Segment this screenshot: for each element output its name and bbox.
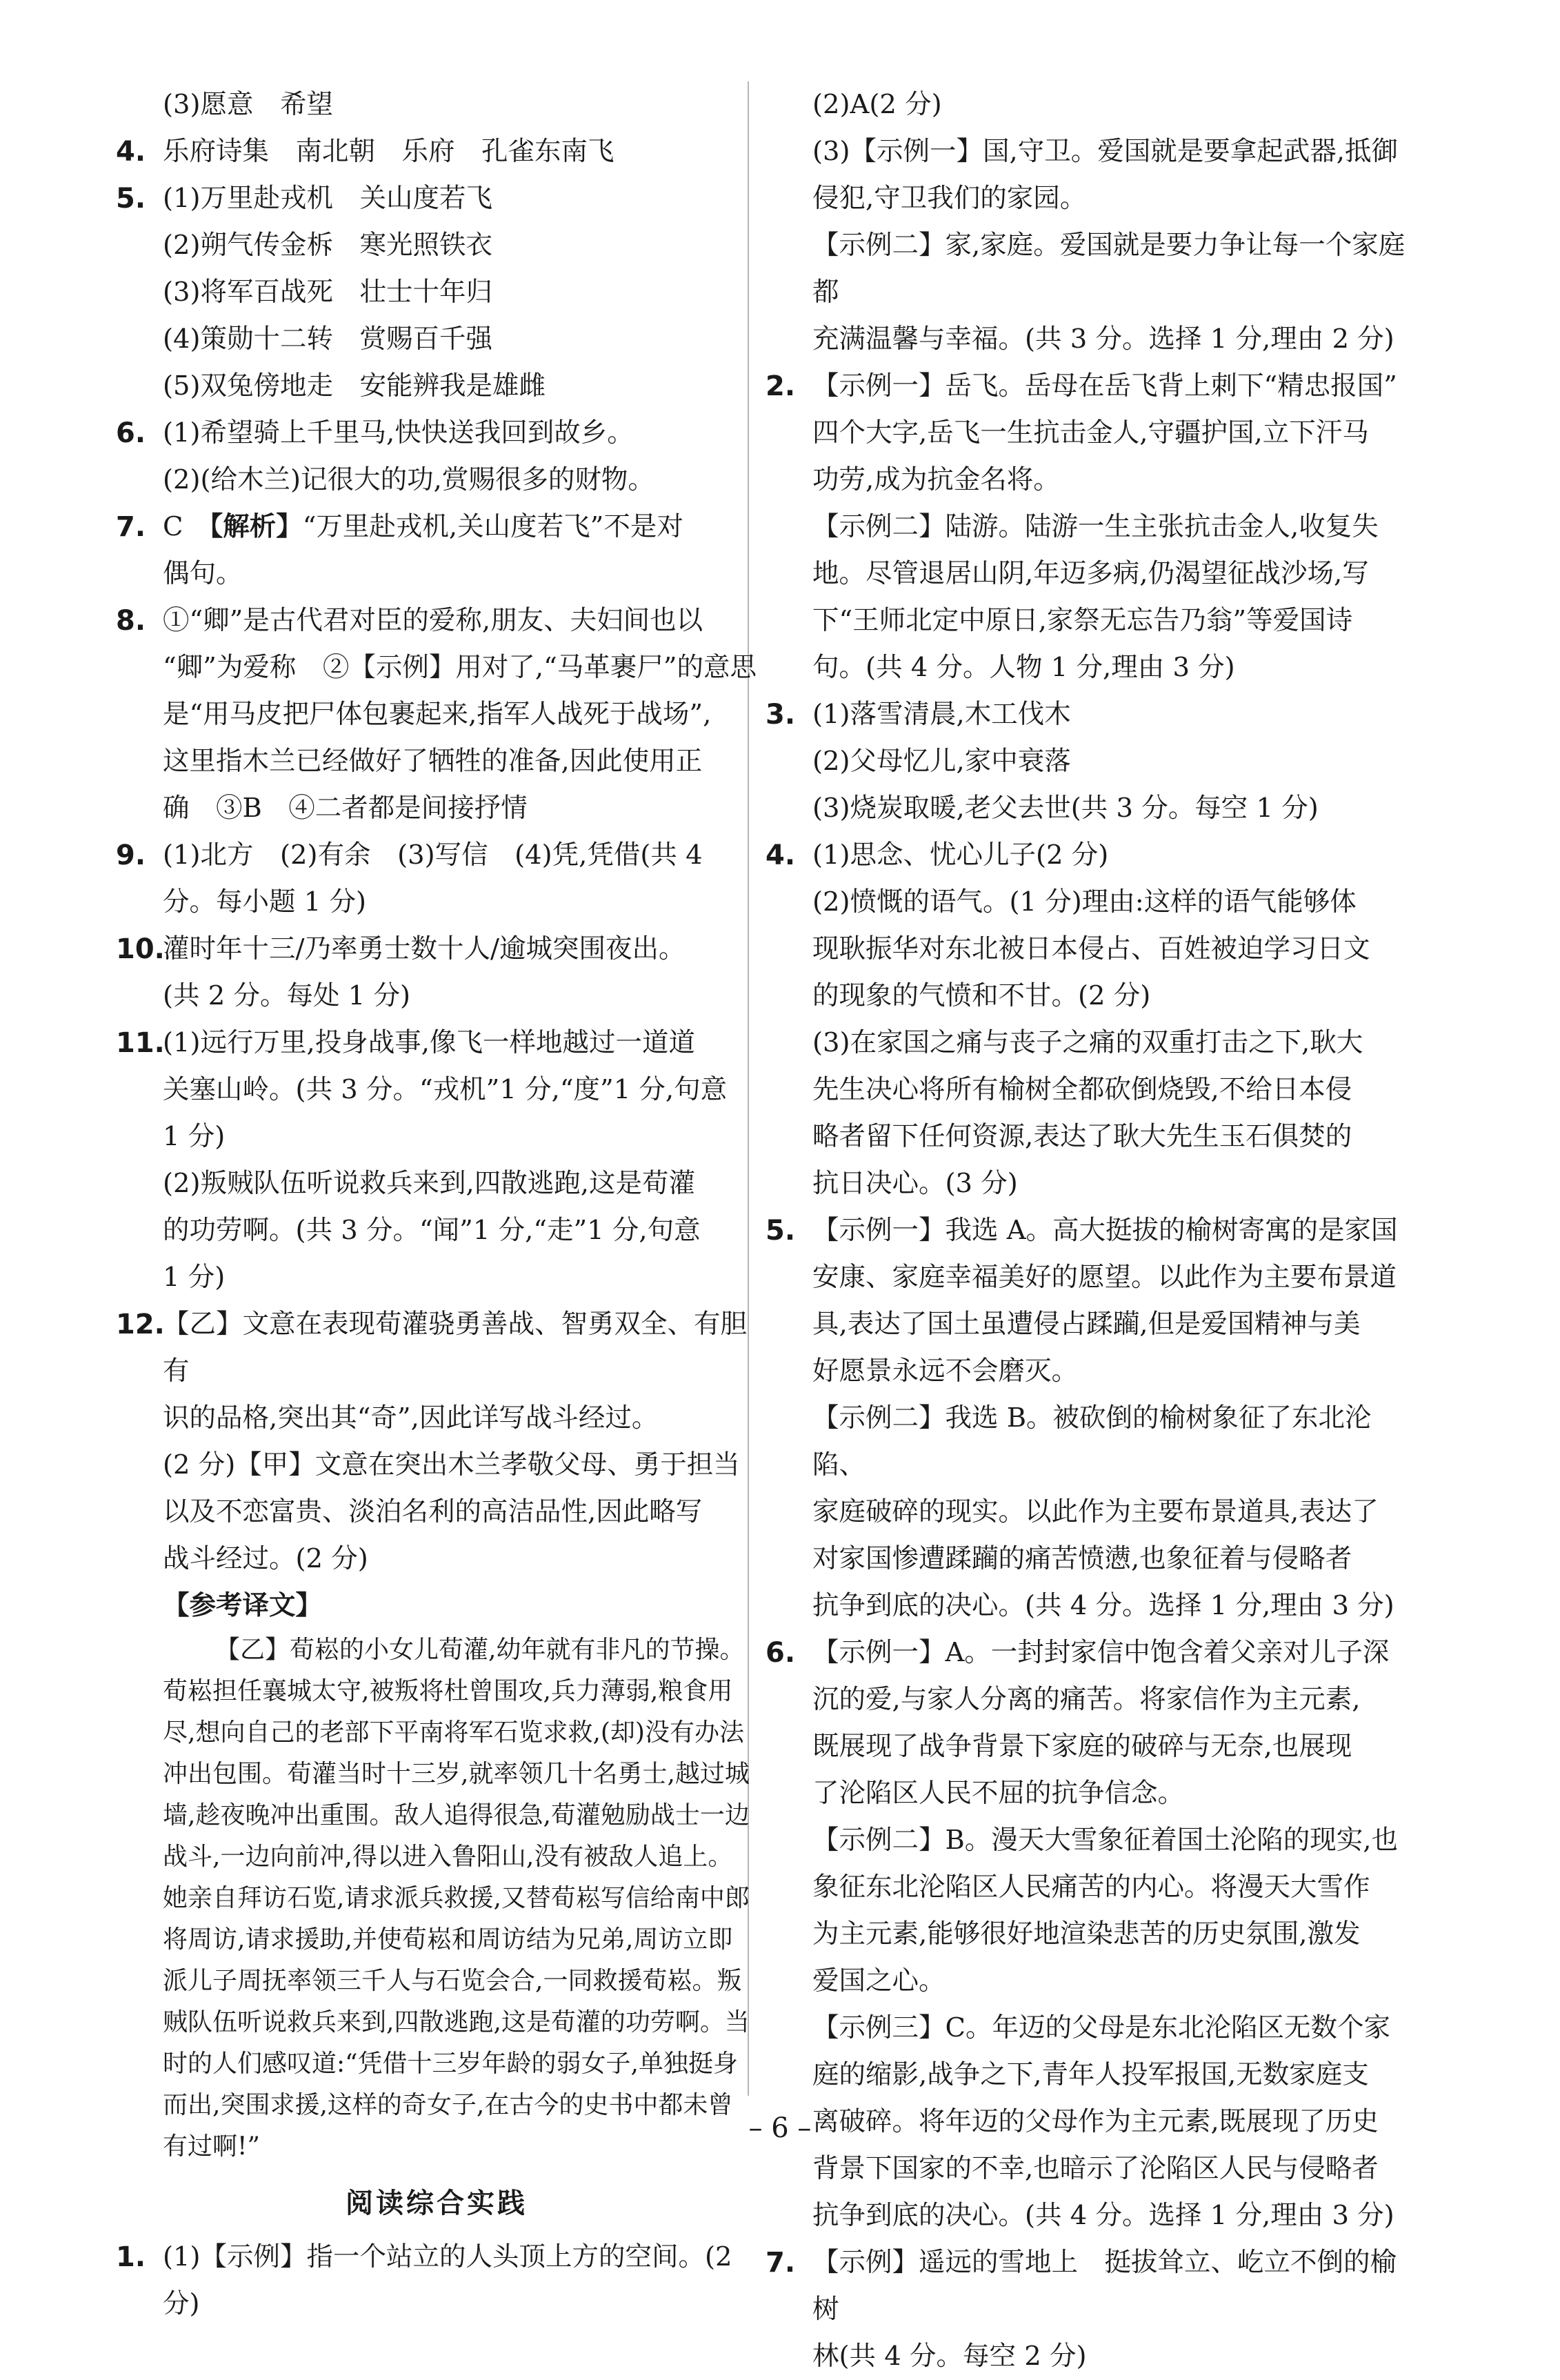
answer-line: 抗日决心。(3 分) <box>812 1168 1018 1199</box>
question-5: 5. (1)万里赴戎机 关山度若飞 (2)朔气传金柝 寒光照铁衣 (3)将军百战死 壮士十年归 (4)策勋十二转 赏赐百千强 (5)双兔傍地走 安能辨我是雄雌 <box>116 175 757 410</box>
answer-line: 识的品格,突出其“奇”,因此详写战斗经过。 <box>163 1402 659 1434</box>
answer-line: 确 ③B ④二者都是间接抒情 <box>163 793 528 824</box>
answer-line: 关塞山岭。(共 3 分。“戎机”1 分,“度”1 分,句意 <box>163 1074 728 1105</box>
question-9: 9. (1)北方 (2)有余 (3)写信 (4)凭,凭借(共 4 分。每小题 1 分) <box>116 832 757 926</box>
answer-line: (1)落雪清晨,木工伐木 <box>812 699 1071 730</box>
answer-line: (2 分)【甲】文意在突出木兰孝敬父母、勇于担当 <box>163 1449 740 1480</box>
q3-answer-tail: (3)愿意 希望 <box>163 89 334 120</box>
answer-line: 既展现了战争背景下家庭的破碎与无奈,也展现 <box>812 1731 1352 1762</box>
answer-line: 偶句。 <box>163 558 243 589</box>
answer-line: 沉的爱,与家人分离的痛苦。将家信作为主元素, <box>812 1684 1361 1715</box>
answer-line: “卿”为爱称 ②【示例】用对了,“马革裹尸”的意思 <box>163 652 757 683</box>
answer-line: (3)在家国之痛与丧子之痛的双重打击之下,耿大 <box>812 1027 1363 1058</box>
answer-line: 离破碎。将年迈的父母作为主元素,既展现了历史 <box>812 2106 1379 2137</box>
analysis-tag: 【解析】 <box>209 511 303 542</box>
page-number: – 6 – <box>748 2112 812 2144</box>
answer-line: 对家国惨遭蹂躏的痛苦愤懑,也象征着与侵略者 <box>812 1543 1352 1574</box>
answer-line: ①“卿”是古代君对臣的爱称,朋友、夫妇间也以 <box>163 605 703 636</box>
answer-line: 具,表达了国土虽遭侵占蹂躏,但是爱国精神与美 <box>812 1309 1361 1340</box>
reading-question-3: 3. (1)落雪清晨,木工伐木 (2)父母忆儿,家中衰落 (3)烧炭取暖,老父去世(共 3 分。每空 1 分) <box>766 691 1407 832</box>
translation-heading: 【参考译文】 <box>163 1590 323 1621</box>
answer-line: (1)万里赴戎机 关山度若飞 <box>163 183 493 214</box>
answer-line: (1)北方 (2)有余 (3)写信 (4)凭,凭借(共 4 <box>163 840 703 871</box>
question-4: 4. 乐府诗集 南北朝 乐府 孔雀东南飞 <box>116 136 614 168</box>
answer-line: 爱国之心。 <box>812 1965 946 1996</box>
answer-line: 的现象的气愤和不甘。(2 分) <box>812 980 1151 1011</box>
answer-line: (共 2 分。每处 1 分) <box>163 980 410 1011</box>
answer-line: (1)远行万里,投身战事,像飞一样地越过一道道 <box>163 1027 696 1058</box>
answer-line: (3)烧炭取暖,老父去世(共 3 分。每空 1 分) <box>812 793 1319 824</box>
reference-translation <box>116 1629 757 2168</box>
answer-line: 【示例二】B。漫天大雪象征着国土沦陷的现实,也 <box>812 1825 1399 1856</box>
answer-line: 四个大字,岳飞一生抗击金人,守疆护国,立下汗马 <box>812 417 1369 448</box>
answer-line: 抗争到底的决心。(共 4 分。选择 1 分,理由 3 分) <box>812 2200 1394 2231</box>
answer-line: 分。每小题 1 分) <box>163 886 366 918</box>
question-7: 7. C 【解析】“万里赴戎机,关山度若飞”不是对 偶句。 <box>116 504 757 597</box>
answer-line: 功劳,成为抗金名将。 <box>812 464 1060 495</box>
reading-question-5: 5. 【示例一】我选 A。高大挺拔的榆树寄寓的是家国 安康、家庭幸福美好的愿望。以此作为主要布景道 具,表达了国土虽遭侵占蹂躏,但是爱国精神与美 好愿景永远不会磨灭。 【示例二】我选 B。被砍倒的榆树象征了东北沦陷、 家庭破碎的现实。以此作为主要布景道具,表达了 对家国惨遭蹂躏的痛苦愤懑,也象征着与侵略者 抗争到底的决心。(共 4 分。选择 1 分,理由 3 分) <box>766 1207 1407 1629</box>
answer-line: 【乙】文意在表现荀灌骁勇善战、智勇双全、有胆有 <box>163 1309 748 1387</box>
answer-line: 这里指木兰已经做好了牺牲的准备,因此使用正 <box>163 746 703 777</box>
answer-line: (3)将军百战死 壮士十年归 <box>163 277 493 308</box>
answer-line: (2)(给木兰)记很大的功,赏赐很多的财物。 <box>163 464 654 495</box>
question-12: 12. 【乙】文意在表现荀灌骁勇善战、智勇双全、有胆有 识的品格,突出其“奇”,因此详写战斗经过。 (2 分)【甲】文意在突出木兰孝敬父母、勇于担当 以及不恋富贵、淡泊名利的高洁品性,因此略写 战斗经过。(2 分) <box>116 1301 757 1583</box>
answer-line: 【示例一】A。一封封家信中饱含着父亲对儿子深 <box>812 1637 1390 1668</box>
question-10: 10. 灌时年十三/乃率勇士数十人/逾城突围夜出。 (共 2 分。每处 1 分) <box>116 926 757 1020</box>
reading-question-7: 7. 【示例】遥远的雪地上 挺拔耸立、屹立不倒的榆树 林(共 4 分。每空 2 分) <box>766 2239 1407 2380</box>
answer-line: 庭的缩影,战争之下,青年人投军报国,无数家庭支 <box>812 2059 1369 2090</box>
reading-question-4: 4. (1)思念、忧心儿子(2 分) (2)愤慨的语气。(1 分)理由:这样的语气能够体 现耿振华对东北被日本侵占、百姓被迫学习日文 的现象的气愤和不甘。(2 分) (3)在家国之痛与丧子之痛的双重打击之下,耿大 先生决心将所有榆树全都砍倒烧毁,不给日本侵 略者留下任何资源,表达了耿大先生玉石俱焚的 抗日决心。(3 分) <box>766 832 1407 1207</box>
answer-line: 林(共 4 分。每空 2 分) <box>812 2341 1087 2372</box>
answer-line: 灌时年十三/乃率勇士数十人/逾城突围夜出。 <box>163 933 686 964</box>
answer-line: 先生决心将所有榆树全都砍倒烧毁,不给日本侵 <box>812 1074 1352 1105</box>
question-6: 6. (1)希望骑上千里马,快快送我回到故乡。 (2)(给木兰)记很大的功,赏赐很多的财物。 <box>116 410 757 504</box>
reading-question-1-continued <box>766 81 1407 363</box>
reading-question-1: 1. (1)【示例】指一个站立的人头顶上方的空间。(2 分) <box>116 2241 732 2319</box>
right-column <box>766 81 1407 2380</box>
answer-line: 以及不恋富贵、淡泊名利的高洁品性,因此略写 <box>163 1496 703 1527</box>
answer-line: 背景下国家的不幸,也暗示了沦陷区人民与侵略者 <box>812 2153 1379 2184</box>
left-column <box>116 81 757 2328</box>
answer-line: (2)朔气传金柝 寒光照铁衣 <box>163 230 493 261</box>
answer-line: 抗争到底的决心。(共 4 分。选择 1 分,理由 3 分) <box>812 1590 1394 1621</box>
answer-line: 句。(共 4 分。人物 1 分,理由 3 分) <box>812 652 1235 683</box>
answer-line: 下“王师北定中原日,家祭无忘告乃翁”等爱国诗 <box>812 605 1353 636</box>
answer-line: 家庭破碎的现实。以此作为主要布景道具,表达了 <box>812 1496 1379 1527</box>
answer-line: (1)希望骑上千里马,快快送我回到故乡。 <box>163 417 634 448</box>
answer-line: 是“用马皮把尸体包裹起来,指军人战死于战场”, <box>163 699 712 730</box>
answer-line: 略者留下任何资源,表达了耿大先生玉石俱焚的 <box>812 1121 1352 1152</box>
answer-line: 【示例二】陆游。陆游一生主张抗击金人,收复失 <box>812 511 1379 542</box>
answer-line: (3)【示例一】国,守卫。爱国就是要拿起武器,抵御 <box>812 136 1399 167</box>
section-title: 阅读综合实践 <box>346 2188 528 2219</box>
answer-line: (4)策勋十二转 赏赐百千强 <box>163 324 493 355</box>
answer-line: 好愿景永远不会磨灭。 <box>812 1356 1079 1387</box>
answer-line: 为主元素,能够很好地渲染悲苦的历史氛围,激发 <box>812 1918 1361 1950</box>
answer-line: 象征东北沦陷区人民痛苦的内心。将漫天大雪作 <box>812 1872 1370 1903</box>
answer-line: 了沦陷区人民不屈的抗争信念。 <box>812 1778 1185 1809</box>
answer-line: 现耿振华对东北被日本侵占、百姓被迫学习日文 <box>812 933 1370 964</box>
answer-line: 地。尽管退居山阴,年迈多病,仍渴望征战沙场,写 <box>812 558 1369 589</box>
answer-line: 的功劳啊。(共 3 分。“闻”1 分,“走”1 分,句意 <box>163 1215 701 1246</box>
answer-line: 【示例二】家,家庭。爱国就是要力争让每一个家庭都 <box>812 230 1406 308</box>
answer-line: 【示例二】我选 B。被砍倒的榆树象征了东北沦陷、 <box>812 1402 1372 1480</box>
answer-line: 安康、家庭幸福美好的愿望。以此作为主要布景道 <box>812 1262 1397 1293</box>
answer-line: 【示例三】C。年迈的父母是东北沦陷区无数个家 <box>812 2012 1390 2043</box>
translation-text: 【乙】荀崧的小女儿荀灌,幼年就有非凡的节操。荀崧担任襄城太守,被叛将杜曾围攻,兵力薄弱,粮食用尽,想向自己的老部下平南将军石览求救,(却)没有办法冲出包围。荀灌当时十三岁,就率领几十名勇士,越过城墙,趁夜晚冲出重围。敌人追得很急,荀灌勉励战士一边战斗,一边向前冲,得以进入鲁阳山,没有被敌人追上。她亲自拜访石览,请求派兵救援,又替荀崧写信给南中郎将周访,请求援助,并使荀崧和周访结为兄弟,周访立即派儿子周抚率领三千人与石览会合,一同救援荀崧。叛贼队伍听说救兵来到,四散逃跑,这是荀灌的功劳啊。当时的人们感叹道:“凭借十三岁年龄的弱女子,单独挺身而出,突围求援,这样的奇女子,在古今的史书中都未曾有过啊!” <box>163 1636 750 2161</box>
answer-line: (2)A(2 分) <box>812 89 942 120</box>
question-11: 11. (1)远行万里,投身战事,像飞一样地越过一道道 关塞山岭。(共 3 分。“戎机”1 分,“度”1 分,句意 1 分) (2)叛贼队伍听说救兵来到,四散逃跑,这是荀灌 的功劳啊。(共 3 分。“闻”1 分,“走”1 分,句意 1 分) <box>116 1020 757 1301</box>
answer-line: 1 分) <box>163 1262 226 1293</box>
answer-line: (1)思念、忧心儿子(2 分) <box>812 840 1109 871</box>
reading-question-2: 2. 【示例一】岳飞。岳母在岳飞背上刺下“精忠报国” 四个大字,岳飞一生抗击金人,守疆护国,立下汗马 功劳,成为抗金名将。 【示例二】陆游。陆游一生主张抗击金人,收复失 地。尽管退居山阴,年迈多病,仍渴望征战沙场,写 下“王师北定中原日,家祭无忘告乃翁”等爱国诗 句。(共 4 分。人物 1 分,理由 3 分) <box>766 363 1407 691</box>
answer-line: (2)愤慨的语气。(1 分)理由:这样的语气能够体 <box>812 886 1357 918</box>
answer-line: 充满温馨与幸福。(共 3 分。选择 1 分,理由 2 分) <box>812 324 1394 355</box>
reading-question-6: 6. 【示例一】A。一封封家信中饱含着父亲对儿子深 沉的爱,与家人分离的痛苦。将家信作为主元素, 既展现了战争背景下家庭的破碎与无奈,也展现 了沦陷区人民不屈的抗争信念。 【示例二】B。漫天大雪象征着国土沦陷的现实,也 象征东北沦陷区人民痛苦的内心。将漫天大雪作 为主元素,能够很好地渲染悲苦的历史氛围,激发 爱国之心。 【示例三】C。年迈的父母是东北沦陷区无数个家 庭的缩影,战争之下,青年人投军报国,无数家庭支 离破碎。将年迈的父母作为主元素,既展现了历史 背景下国家的不幸,也暗示了沦陷区人民与侵略者 抗争到底的决心。(共 4 分。选择 1 分,理由 3 分) <box>766 1629 1407 2239</box>
answer-line: (2)叛贼队伍听说救兵来到,四散逃跑,这是荀灌 <box>163 1168 696 1199</box>
answer-line: 【示例一】我选 A。高大挺拔的榆树寄寓的是家国 <box>812 1215 1398 1246</box>
answer-line: 【示例一】岳飞。岳母在岳飞背上刺下“精忠报国” <box>812 370 1397 401</box>
answer-line: 战斗经过。(2 分) <box>163 1543 368 1574</box>
answer-line: 1 分) <box>163 1121 226 1152</box>
question-8: 8. ①“卿”是古代君对臣的爱称,朋友、夫妇间也以 “卿”为爱称 ②【示例】用对了,“马革裹尸”的意思 是“用马皮把尸体包裹起来,指军人战死于战场”, 这里指木兰已经做好了牺牲的准备,因此使用正 确 ③B ④二者都是间接抒情 <box>116 597 757 832</box>
answer-line: 【示例】遥远的雪地上 挺拔耸立、屹立不倒的榆树 <box>812 2247 1397 2325</box>
answer-line: (5)双兔傍地走 安能辨我是雄雌 <box>163 370 546 401</box>
answer-line: (2)父母忆儿,家中衰落 <box>812 746 1071 777</box>
answer-line: 侵犯,守卫我们的家园。 <box>812 183 1087 214</box>
